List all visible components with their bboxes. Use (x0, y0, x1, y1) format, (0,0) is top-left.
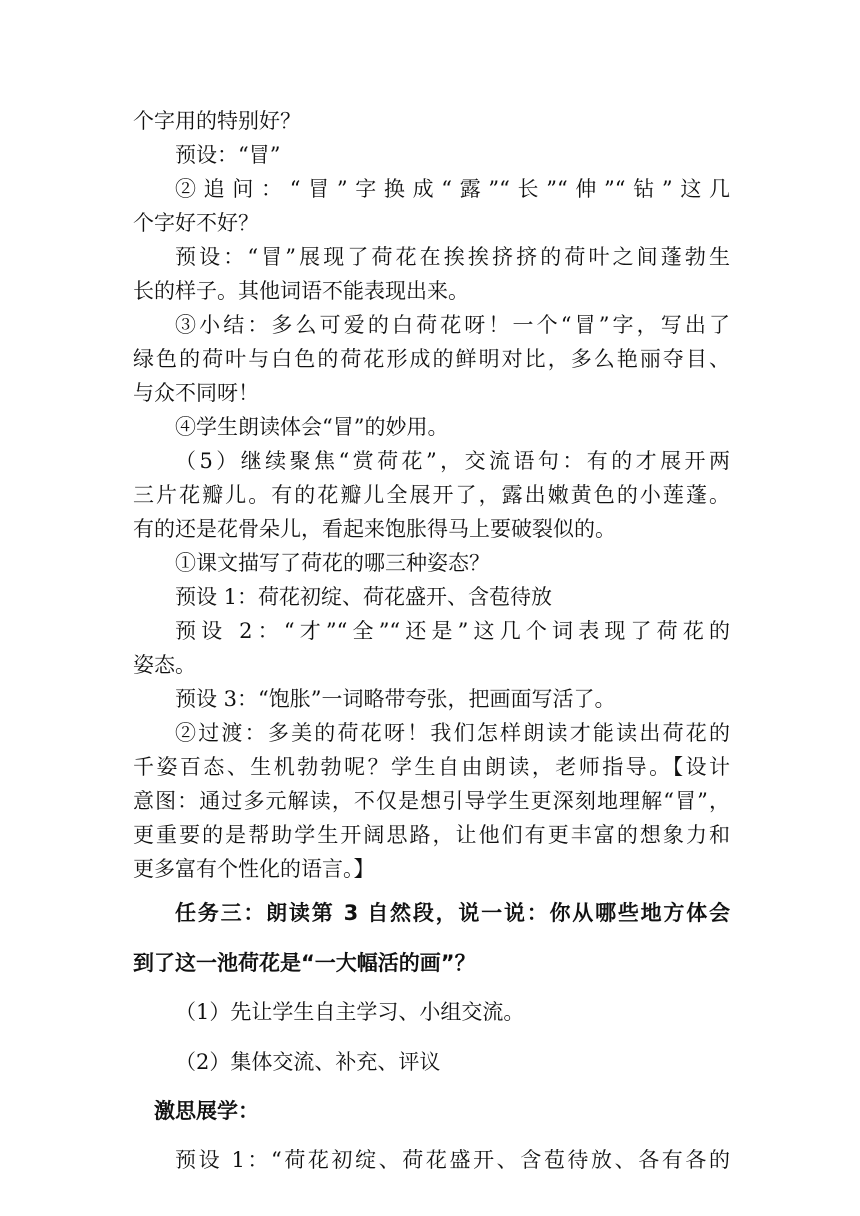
task-heading: 任务三：朗读第 3 自然段，说一说：你从哪些地方体会 (175, 901, 730, 925)
text-line: 千姿百态、生机勃勃呢？学生自由朗读，老师指导。【设计 (133, 755, 730, 779)
text-line: （5）继续聚焦“赏荷花”，交流语句：有的才展开两 (175, 449, 730, 473)
text-line: 预设：“冒”展现了荷花在挨挨挤挤的荷叶之间蓬勃生 (175, 245, 730, 269)
text-line: ③小结：多么可爱的白荷花呀！一个“冒”字，写出了 (175, 313, 730, 337)
section-heading: 激思展学： (154, 1099, 259, 1123)
text-line: 更重要的是帮助学生开阔思路，让他们有更丰富的想象力和 (133, 823, 730, 847)
text-line: ④学生朗读体会“冒”的妙用。 (175, 415, 449, 439)
text-line: 意图：通过多元解读，不仅是想引导学生更深刻地理解“冒”， (133, 789, 730, 813)
text-line: （1）先让学生自主学习、小组交流。 (175, 1000, 525, 1024)
text-line: ②追问：“冒”字换成“露”“长”“伸”“钻”这几 (175, 177, 730, 201)
text-line: 预设 3：“饱胀”一词略带夸张，把画面写活了。 (175, 687, 616, 711)
text-line: 更多富有个性化的语言。】 (133, 857, 375, 881)
text-line: 有的还是花骨朵儿，看起来饱胀得马上要破裂似的。 (133, 517, 616, 541)
text-line: 姿态。 (133, 653, 196, 677)
text-line: 与众不同呀！ (133, 381, 259, 405)
task-heading-continued: 到了这一池荷花是“一大幅活的画”？ (133, 951, 476, 975)
text-line: 预设：“冒” (175, 143, 281, 167)
text-line: 绿色的荷叶与白色的荷花形成的鲜明对比，多么艳丽夺目、 (133, 347, 730, 371)
text-line: 个字用的特别好？ (133, 109, 301, 133)
text-line: 长的样子。其他词语不能表现出来。 (133, 279, 469, 303)
text-line: 预设 1：“荷花初绽、荷花盛开、含苞待放、各有各的 (175, 1148, 730, 1172)
text-line: 预设 2：“才”“全”“还是”这几个词表现了荷花的 (175, 619, 730, 643)
text-line: （2）集体交流、补充、评议 (175, 1050, 441, 1074)
text-line: 预设 1：荷花初绽、荷花盛开、含苞待放 (175, 585, 553, 609)
text-line: ①课文描写了荷花的哪三种姿态？ (175, 551, 490, 575)
text-line: 个字好不好？ (133, 211, 259, 235)
text-line: ②过渡：多美的荷花呀！我们怎样朗读才能读出荷花的 (175, 721, 730, 745)
text-line: 三片花瓣儿。有的花瓣儿全展开了，露出嫩黄色的小莲蓬。 (133, 483, 730, 507)
